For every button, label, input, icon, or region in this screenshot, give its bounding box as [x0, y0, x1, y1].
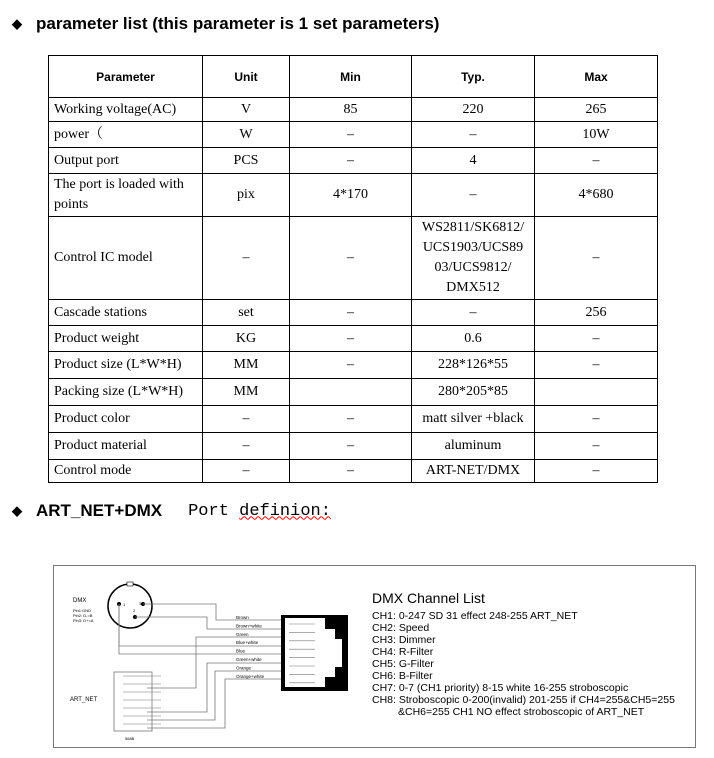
parameter-cell: Control IC model	[49, 217, 203, 300]
header-parameter: Parameter	[49, 56, 203, 98]
unit-cell: MM	[203, 352, 290, 379]
min-cell: –	[290, 352, 412, 379]
channel-line: CH2: Speed	[372, 622, 430, 634]
wire-color-label: Orange	[236, 665, 252, 671]
parameter-cell: power（	[49, 122, 203, 148]
pin2-label: Pin2: D-=B	[73, 613, 93, 618]
unit-cell: MM	[203, 379, 290, 406]
dmx-label: DMX	[73, 598, 87, 604]
unit-cell: pix	[203, 174, 290, 217]
unit-cell: KG	[203, 326, 290, 352]
unit-cell: –	[203, 433, 290, 460]
table-row	[49, 379, 658, 406]
typ-cell: aluminum	[412, 433, 535, 460]
channel-line: CH3: Dimmer	[372, 634, 436, 646]
parameter-cell: Product weight	[49, 326, 203, 352]
max-cell: –	[535, 433, 658, 460]
typ-cell: 220	[412, 98, 535, 122]
unit-cell: –	[203, 217, 290, 300]
parameter-cell: Cascade stations	[49, 300, 203, 326]
max-cell: –	[535, 460, 658, 483]
wire-color-label: Green+white	[236, 657, 262, 662]
568b-label: 568B	[125, 736, 135, 741]
typ-cell: 4	[412, 148, 535, 174]
channel-line: CH4: R-Filter	[372, 646, 434, 658]
channel-line: &CH6=255 CH1 NO effect stroboscopic of ART_NET	[398, 706, 645, 718]
artnet-connector-icon	[114, 672, 152, 731]
port-word: Port	[188, 501, 229, 521]
max-cell	[535, 379, 658, 406]
wire-color-label: Brown	[236, 615, 249, 620]
min-cell: –	[290, 433, 412, 460]
min-cell: 4*170	[290, 174, 412, 217]
min-cell: –	[290, 122, 412, 148]
section-title: parameter list (this parameter is 1 set parameters)	[36, 14, 440, 33]
parameter-cell: Product material	[49, 433, 203, 460]
wire-color-label: Green	[236, 631, 249, 637]
channel-line: CH1: 0-247 SD 31 effect 248-255 ART_NET	[372, 610, 578, 622]
wire-color-label: Orange+white	[236, 673, 265, 679]
wire-color-label: Brown+white	[236, 623, 262, 629]
parameter-cell: The port is loaded with points	[49, 174, 203, 217]
channel-line: CH6: B-Filter	[372, 670, 433, 682]
max-cell: 256	[535, 300, 658, 326]
definition-word: definion:	[239, 501, 331, 521]
artnet-label: ART_NET	[70, 697, 98, 703]
typ-cell: 228*126*55	[412, 352, 535, 379]
table-row	[49, 406, 658, 433]
port-definition-label	[188, 502, 331, 521]
parameter-cell: Product size (L*W*H)	[49, 352, 203, 379]
max-cell: 4*680	[535, 174, 658, 217]
diamond-bullet-icon: ◆	[12, 503, 22, 518]
wire-color-label: Blue+white	[236, 640, 259, 646]
wire-color-label: Blue	[236, 648, 246, 654]
pin-number: 1	[123, 602, 126, 607]
unit-cell: –	[203, 460, 290, 483]
max-cell: 10W	[535, 122, 658, 148]
typ-cell: –	[412, 300, 535, 326]
typ-cell: –	[412, 174, 535, 217]
unit-cell: –	[203, 406, 290, 433]
max-cell: –	[535, 326, 658, 352]
table-row	[49, 122, 658, 148]
table-row	[49, 300, 658, 326]
channel-line: CH8: Stroboscopic 0-200(invalid) 201-255 if CH4=255&CH5=255	[372, 694, 675, 706]
max-cell: –	[535, 352, 658, 379]
table-row	[49, 352, 658, 379]
channel-line: CH5: G-Filter	[372, 658, 434, 670]
typ-cell: –	[412, 122, 535, 148]
table-row	[49, 326, 658, 352]
parameter-cell: Control mode	[49, 460, 203, 483]
header-max: Max	[535, 56, 658, 98]
typ-cell: 0.6	[412, 326, 535, 352]
header-typ: Typ.	[412, 56, 535, 98]
xlr-connector-icon	[108, 584, 152, 628]
typ-cell: WS2811/SK6812/ UCS1903/UCS89 03/UCS9812/ DMX512	[412, 217, 535, 300]
table-row	[49, 98, 658, 122]
max-cell: –	[535, 148, 658, 174]
parameter-table	[48, 55, 658, 483]
min-cell: –	[290, 460, 412, 483]
min-cell: –	[290, 326, 412, 352]
header-unit: Unit	[203, 56, 290, 98]
min-cell: –	[290, 406, 412, 433]
min-cell: –	[290, 217, 412, 300]
pin3-label: Pin3: D+=A	[73, 618, 94, 623]
dmx-channel-list	[372, 590, 675, 718]
unit-cell: W	[203, 122, 290, 148]
parameter-cell: Working voltage(AC)	[49, 98, 203, 122]
typ-cell: ART-NET/DMX	[412, 460, 535, 483]
min-cell	[290, 379, 412, 406]
table-row	[49, 217, 658, 300]
pin-number: 3	[139, 601, 142, 606]
min-cell: –	[290, 300, 412, 326]
table-row	[49, 148, 658, 174]
table-row	[49, 460, 658, 483]
parameter-cell: Output port	[49, 148, 203, 174]
section-heading-artnet	[12, 501, 331, 521]
channel-line: CH7: 0-7 (CH1 priority) 8-15 white 16-255 stroboscopic	[372, 682, 629, 694]
table-row	[49, 174, 658, 217]
table-row	[49, 433, 658, 460]
pin-number: 2	[133, 608, 136, 613]
parameter-cell: Product color	[49, 406, 203, 433]
typ-cell: matt silver +black	[412, 406, 535, 433]
pin1-label: Pin1:GND	[73, 608, 92, 613]
parameter-cell: Packing size (L*W*H)	[49, 379, 203, 406]
section-heading-parameters	[12, 14, 439, 34]
unit-cell: PCS	[203, 148, 290, 174]
typ-cell: 280*205*85	[412, 379, 535, 406]
unit-cell: set	[203, 300, 290, 326]
diamond-bullet-icon: ◆	[12, 16, 22, 31]
unit-cell: V	[203, 98, 290, 122]
channel-list-title: DMX Channel List	[372, 590, 485, 606]
min-cell: 85	[290, 98, 412, 122]
header-min: Min	[290, 56, 412, 98]
section-title: ART_NET+DMX	[36, 501, 163, 520]
min-cell: –	[290, 148, 412, 174]
max-cell: –	[535, 406, 658, 433]
max-cell: 265	[535, 98, 658, 122]
max-cell: –	[535, 217, 658, 300]
